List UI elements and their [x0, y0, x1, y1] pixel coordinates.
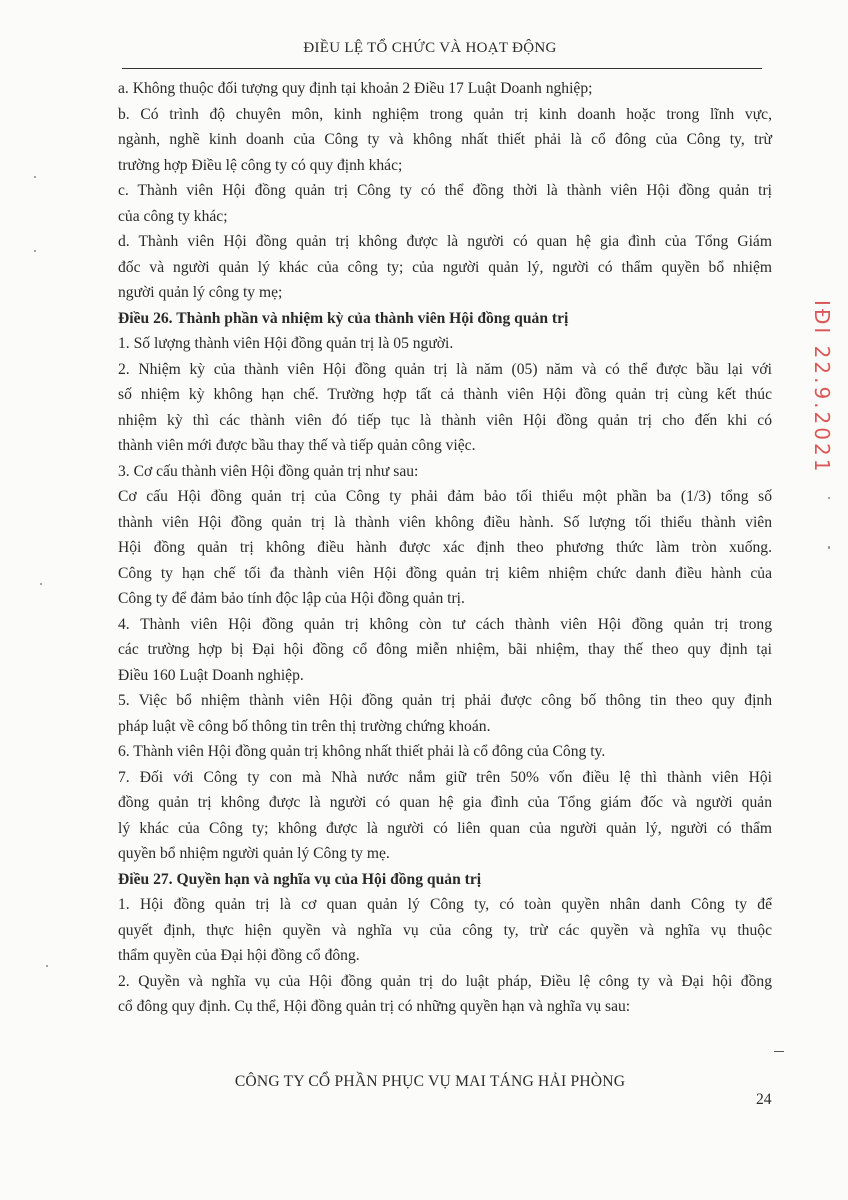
- scan-speck: [34, 176, 36, 178]
- body-text-line: cổ đông quy định. Cụ thể, Hội đồng quản trị có những quyền hạn và nghĩa vụ sau:: [118, 998, 631, 1015]
- body-text-line: b. Có trình độ chuyên môn, kinh nghiệm trong quản trị kinh doanh hoặc trong lĩnh vực,: [118, 105, 772, 123]
- body-text-line: d. Thành viên Hội đồng quản trị không được là người có quan hệ gia đình của Tổng Giám: [118, 233, 772, 250]
- article-heading: Điều 27. Quyền hạn và nghĩa vụ của Hội đồng quản trị: [118, 870, 482, 888]
- body-text-line: các trường hợp bị Đại hội đồng cổ đông miễn nhiệm, bãi nhiệm, thay thế theo quy định tại: [118, 641, 772, 658]
- scan-speck: [828, 546, 830, 549]
- document-body: [118, 76, 772, 1020]
- body-text-line: đốc và người quản lý khác của công ty; của người quản lý, người có thẩm quyền bổ nhiệm: [118, 258, 772, 276]
- header-divider: [122, 68, 762, 69]
- body-text-line: Cơ cấu Hội đồng quản trị của Công ty phải đảm bảo tối thiểu một phần ba (1/3) tổng số: [118, 488, 772, 505]
- body-text-line: trường hợp Điều lệ công ty có quy định khác;: [118, 156, 403, 174]
- footer-company-name: CÔNG TY CỔ PHẦN PHỤC VỤ MAI TÁNG HẢI PHÒNG: [234, 1073, 626, 1090]
- body-text-line: 1. Số lượng thành viên Hội đồng quản trị là 05 người.: [118, 335, 454, 352]
- page-number: 24: [756, 1091, 772, 1108]
- body-text-line: ngành, nghề kinh doanh của Công ty và không nhất thiết phải là cổ đông của Công ty, trừ: [118, 131, 772, 148]
- stamp-text: IĐI 22.9.2021: [810, 300, 834, 475]
- body-text-line: Hội đồng quản trị không điều hành được xác định theo phương thức làm tròn xuống.: [118, 539, 772, 556]
- body-text-line: c. Thành viên Hội đồng quản trị Công ty có thể đồng thời là thành viên Hội đồng quản trị: [118, 182, 772, 199]
- body-text-line: thành viên Hội đồng quản trị là thành viên không điều hành. Số lượng tối thiểu thành viên: [118, 513, 772, 531]
- body-text-line: 1. Hội đồng quản trị là cơ quan quản lý Công ty, có toàn quyền nhân danh Công ty để: [118, 896, 772, 913]
- body-text-line: lý khác của Công ty; không được là người có liên quan của người quản lý, người có thẩm: [118, 819, 772, 837]
- article-heading: Điều 26. Thành phần và nhiệm kỳ của thành viên Hội đồng quản trị: [118, 309, 569, 327]
- body-text-line: pháp luật về công bố thông tin trên thị trường chứng khoán.: [118, 717, 491, 735]
- body-text-line: quyền bổ nhiệm người quản lý Công ty mẹ.: [118, 845, 390, 862]
- body-text-line: a. Không thuộc đối tượng quy định tại khoản 2 Điều 17 Luật Doanh nghiệp;: [118, 80, 593, 97]
- body-text-line: của công ty khác;: [118, 207, 228, 225]
- body-text-line: 7. Đối với Công ty con mà Nhà nước nắm giữ trên 50% vốn điều lệ thì thành viên Hội: [118, 768, 772, 786]
- body-text-line: quyết định, thực hiện quyền và nghĩa vụ của công ty, trừ các quyền và nghĩa vụ thuộc: [118, 921, 772, 939]
- body-text-line: Điều 160 Luật Doanh nghiệp.: [118, 666, 304, 684]
- red-stamp-mark: [810, 300, 844, 600]
- body-text-line: người quản lý công ty mẹ;: [118, 284, 283, 301]
- body-text-line: 2. Nhiệm kỳ của thành viên Hội đồng quản trị là năm (05) năm và có thể được bầu lại với: [118, 360, 772, 378]
- scan-speck: [828, 497, 830, 499]
- body-text-line: Công ty để đảm bảo tính độc lập của Hội đồng quản trị.: [118, 590, 465, 607]
- body-text-line: thẩm quyền của Đại hội đồng cổ đông.: [118, 947, 360, 964]
- body-text-line: 2. Quyền và nghĩa vụ của Hội đồng quản trị do luật pháp, Điều lệ công ty và Đại hội đồng: [118, 972, 772, 990]
- page-header-title: ĐIỀU LỆ TỔ CHỨC VÀ HOẠT ĐỘNG: [303, 40, 557, 56]
- body-text-line: thành viên mới được bầu thay thế và tiếp quản công việc.: [118, 437, 476, 454]
- body-text-line: Công ty hạn chế tối đa thành viên Hội đồng quản trị kiêm nhiệm chức danh điều hành của: [118, 564, 772, 582]
- body-text-line: 4. Thành viên Hội đồng quản trị không còn tư cách thành viên Hội đồng quản trị trong: [118, 615, 772, 633]
- body-text-line: số nhiệm kỳ không hạn chế. Trường hợp tất cả thành viên Hội đồng quản trị cùng kết thúc: [118, 386, 772, 403]
- body-text-line: nhiệm kỳ thì các thành viên đó tiếp tục là thành viên Hội đồng quản trị cho đến khi có: [118, 411, 772, 429]
- body-text-line: 6. Thành viên Hội đồng quản trị không nhất thiết phải là cổ đông của Công ty.: [118, 743, 606, 760]
- scan-speck: [40, 583, 42, 585]
- scan-speck: [34, 250, 36, 252]
- body-text-line: 3. Cơ cấu thành viên Hội đồng quản trị như sau:: [118, 462, 419, 480]
- margin-dash: [774, 1051, 784, 1052]
- scan-speck: [46, 965, 48, 967]
- body-text-line: đồng quản trị không được là người có quan hệ gia đình của Tổng giám đốc và người quản: [118, 794, 772, 811]
- body-text-line: 5. Việc bổ nhiệm thành viên Hội đồng quản trị phải được công bố thông tin theo quy định: [118, 692, 772, 709]
